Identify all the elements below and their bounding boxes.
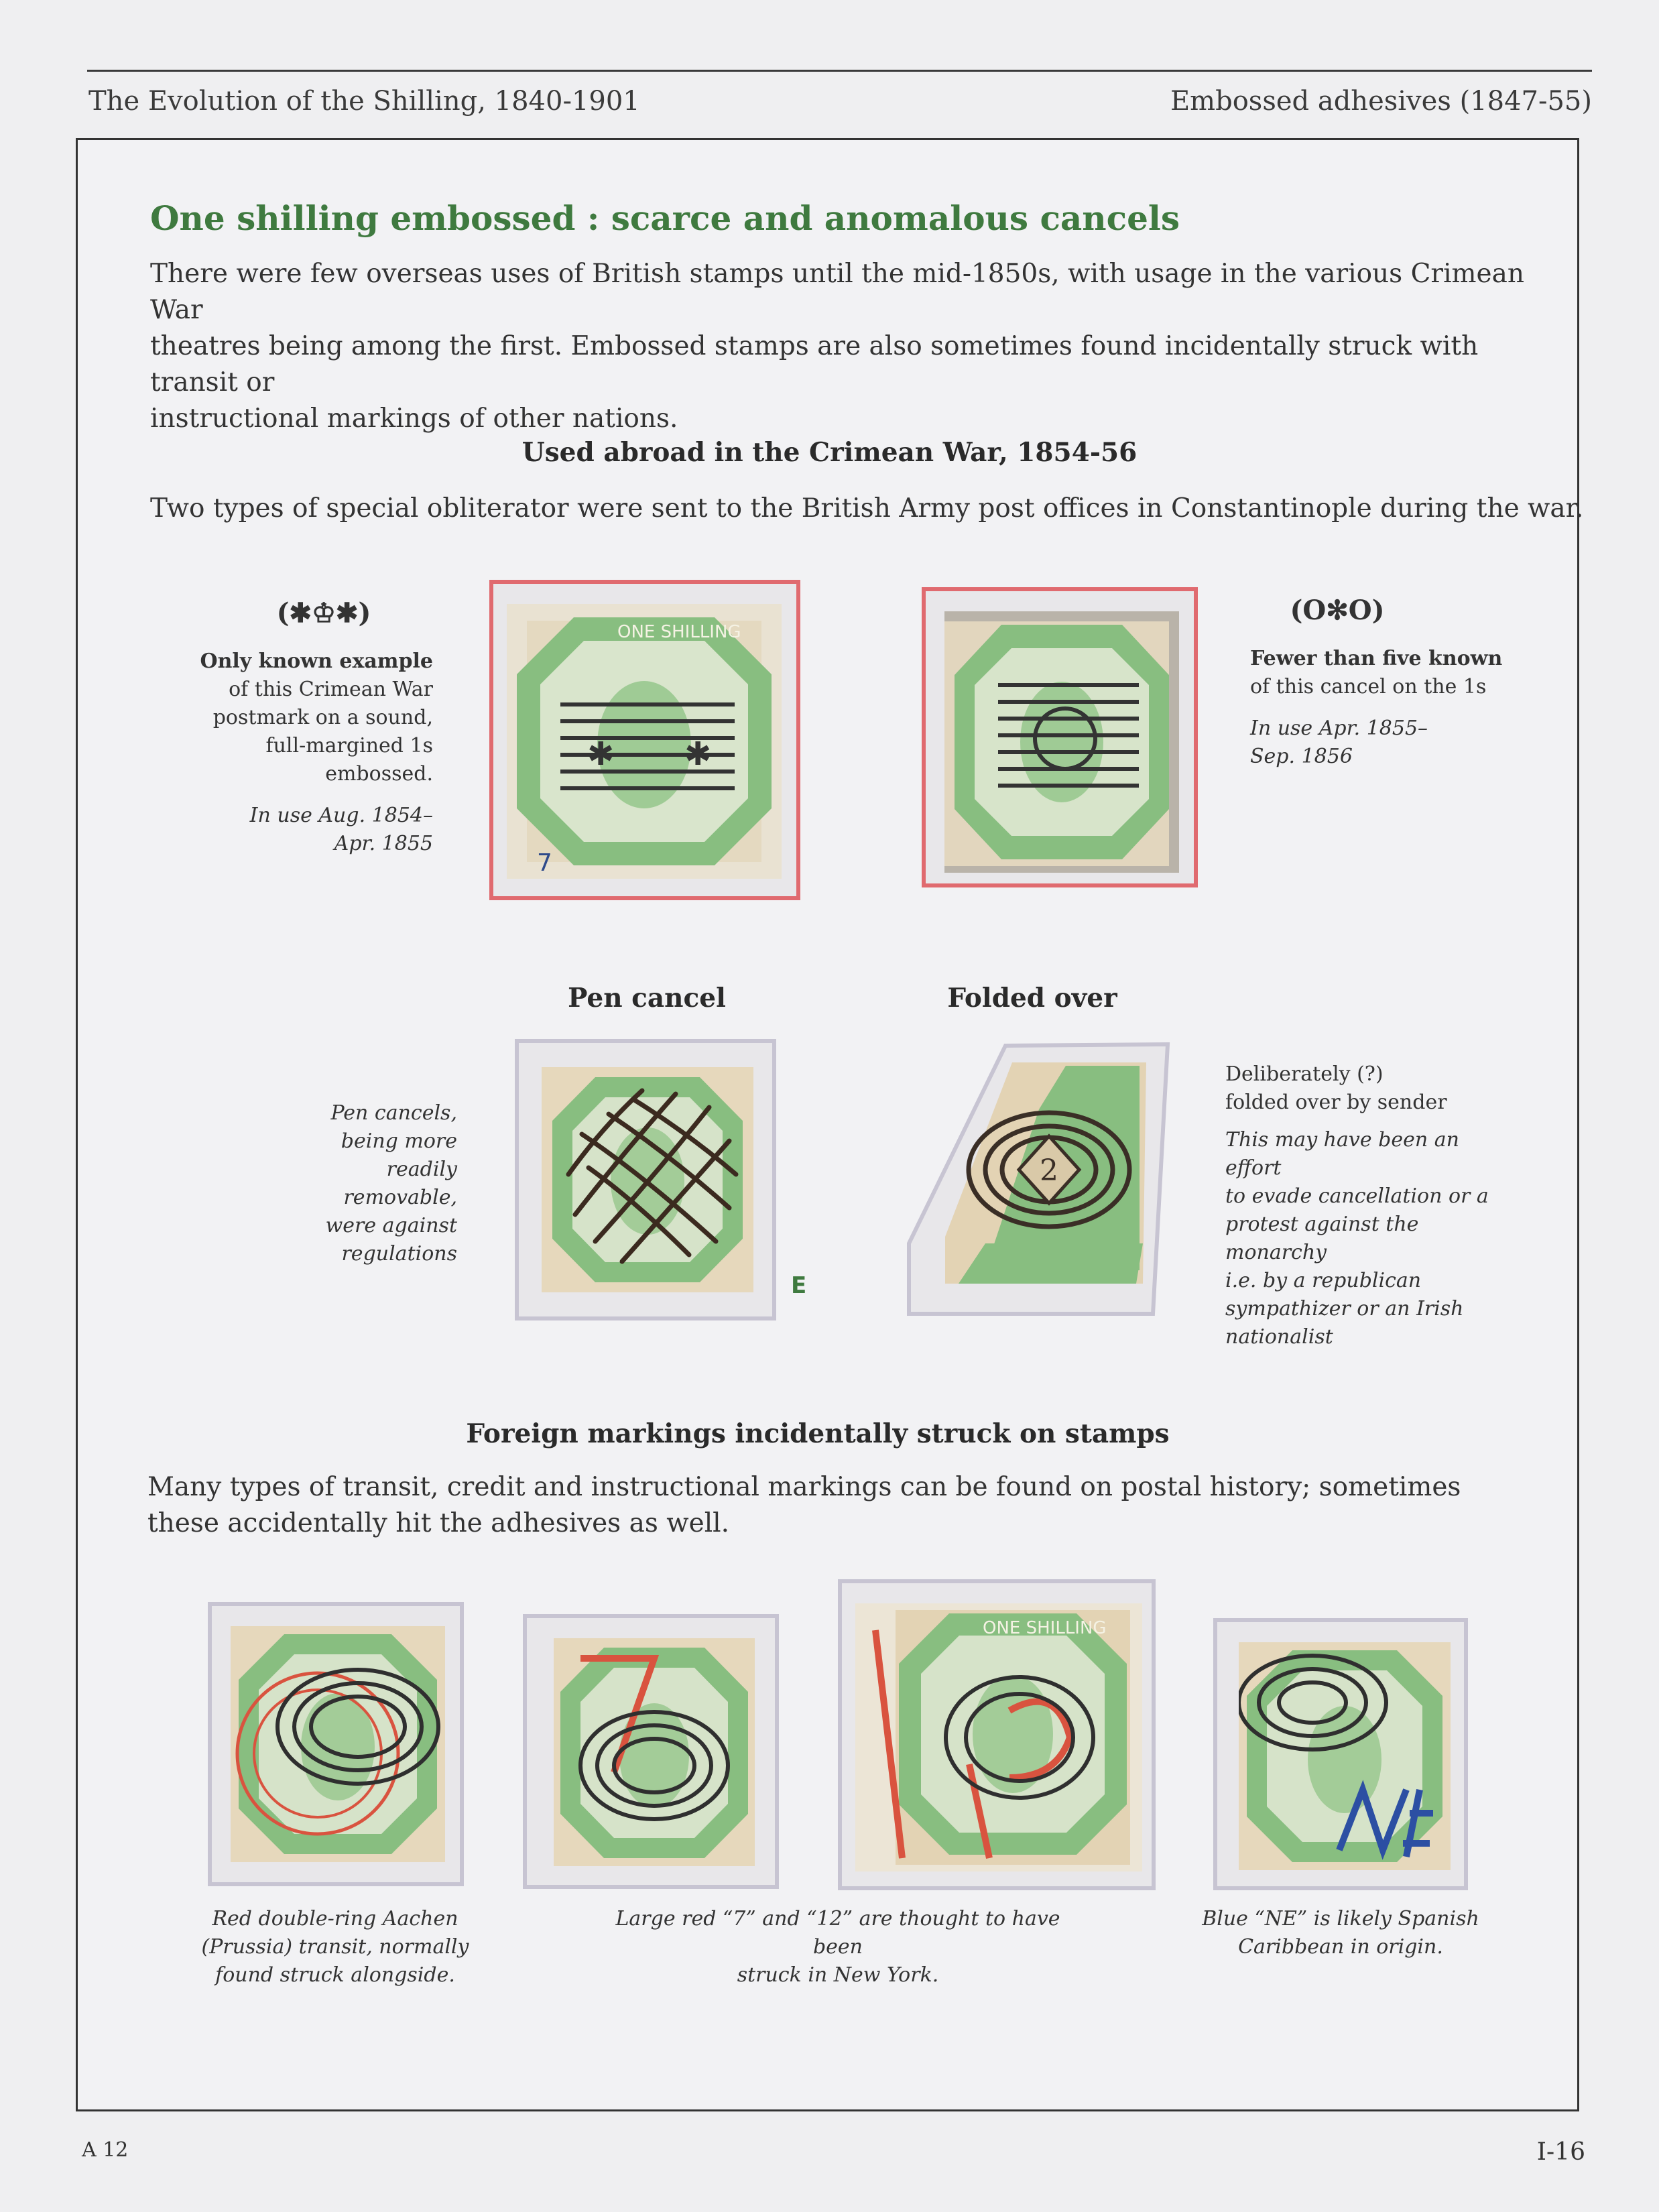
note-line: nationalist <box>1225 1325 1333 1349</box>
intro-text <box>150 256 1531 437</box>
stamp-mount-folded <box>905 1042 1170 1316</box>
foreign-heading: Foreign markings incidentally struck on stamps <box>466 1418 1170 1449</box>
caption-line: Large red “7” and “12” are thought to have been <box>615 1907 1060 1959</box>
note-line: i.e. by a republican <box>1225 1269 1422 1292</box>
stamp-image <box>855 1603 1142 1871</box>
note-use: Sep. 1856 <box>1250 745 1353 768</box>
stamp-mount-crimean-1 <box>489 580 800 900</box>
stamp-image <box>905 1042 1170 1316</box>
pen-heading: Pen cancel <box>568 983 726 1013</box>
svg-text:✱: ✱ <box>684 735 712 773</box>
crimean-text: Two types of special obliterator were sent to the British Army post offices in Constantinople during the war. <box>150 493 1584 524</box>
crimean-left-note <box>174 599 433 858</box>
obliterator-symbol: (O✻O) <box>1290 595 1385 626</box>
stamp-image <box>944 611 1179 873</box>
note-line: regulations <box>341 1242 457 1266</box>
note-use: In use Aug. 1854– <box>249 804 433 827</box>
caption-line: found struck alongside. <box>215 1963 455 1987</box>
stamp-inscription: ONE SHILLING <box>617 622 741 642</box>
intro-line: instructional markings of other nations. <box>150 404 678 434</box>
caption-spanish <box>1200 1905 1481 1961</box>
intro-line: theatres being among the first. Embossed stamps are also sometimes found incidentally struck with transit or <box>150 331 1479 397</box>
intro-line: There were few overseas uses of British stamps until the mid-1850s, with usage in the various Crimean War <box>150 259 1524 325</box>
note-line: readily <box>386 1158 457 1181</box>
pen-note <box>282 1099 457 1268</box>
stamp-mount-aachen <box>208 1602 464 1886</box>
note-line: were against <box>325 1214 457 1237</box>
stamp-image <box>507 604 782 879</box>
crimean-right-note <box>1250 597 1518 771</box>
note-line: This may have been an effort <box>1225 1128 1459 1180</box>
note-line: postmark on a sound, <box>212 706 433 729</box>
folded-note <box>1225 1060 1507 1351</box>
header-left: The Evolution of the Shilling, 1840-1901 <box>88 86 640 117</box>
note-bold: Fewer than five known <box>1250 647 1503 670</box>
header-right: Embossed adhesives (1847-55) <box>1170 86 1592 117</box>
note-line: being more <box>341 1129 457 1153</box>
footer-right: I-16 <box>1536 2138 1585 2166</box>
obliterator-symbol: (✱♔✱) <box>276 597 371 629</box>
note-line: protest against the monarchy <box>1225 1213 1419 1264</box>
note-line: full-margined 1s <box>265 734 433 757</box>
stamp-mount-pen <box>515 1039 776 1320</box>
svg-text:✱: ✱ <box>587 735 615 773</box>
note-line: of this cancel on the 1s <box>1250 675 1487 698</box>
pencil-letter: E <box>791 1272 807 1299</box>
stamp-mount-crimean-2 <box>922 587 1198 887</box>
stamp-mount-newyork-2 <box>838 1579 1156 1890</box>
caption-line: Blue “NE” is likely Spanish <box>1202 1907 1479 1930</box>
note-line: embossed. <box>325 762 433 786</box>
footer-left: A 12 <box>82 2138 129 2162</box>
pencil-mark: 7 <box>537 849 552 877</box>
caption-newyork <box>590 1905 1086 1989</box>
crimean-heading: Used abroad in the Crimean War, 1854-56 <box>521 437 1138 468</box>
caption-line: Red double-ring Aachen <box>212 1907 458 1930</box>
header-rule <box>87 70 1592 72</box>
note-line: to evade cancellation or a <box>1225 1184 1489 1208</box>
stamp-image <box>1239 1642 1451 1870</box>
stamp-image <box>554 1638 755 1866</box>
note-line: Deliberately (?) <box>1225 1062 1384 1086</box>
caption-line: struck in New York. <box>737 1963 939 1987</box>
note-use: Apr. 1855 <box>334 832 433 855</box>
stamp-mount-newyork-1 <box>523 1614 779 1889</box>
note-line: of this Crimean War <box>229 678 433 701</box>
caption-aachen <box>201 1905 469 1989</box>
page-title: One shilling embossed : scarce and anomalous cancels <box>150 198 1180 238</box>
foreign-text <box>147 1469 1528 1542</box>
note-line: Pen cancels, <box>330 1101 457 1125</box>
stamp-inscription: ONE SHILLING <box>983 1618 1107 1638</box>
stamp-mount-spanish <box>1213 1618 1468 1890</box>
stamp-image <box>231 1626 445 1862</box>
note-line: removable, <box>343 1186 457 1209</box>
note-use: In use Apr. 1855– <box>1250 717 1428 740</box>
note-line: sympathizer or an Irish <box>1225 1297 1464 1320</box>
caption-line: (Prussia) transit, normally <box>201 1935 469 1959</box>
note-bold: Only known example <box>200 650 433 673</box>
foreign-line: Many types of transit, credit and instructional markings can be found on postal history; sometimes <box>147 1472 1461 1502</box>
caption-line: Caribbean in origin. <box>1238 1935 1443 1959</box>
note-line: folded over by sender <box>1225 1091 1447 1114</box>
folded-heading: Folded over <box>947 983 1117 1013</box>
stamp-image <box>542 1067 753 1292</box>
foreign-line: these accidentally hit the adhesives as well. <box>147 1508 730 1538</box>
cancel-number: 2 <box>1040 1154 1058 1188</box>
